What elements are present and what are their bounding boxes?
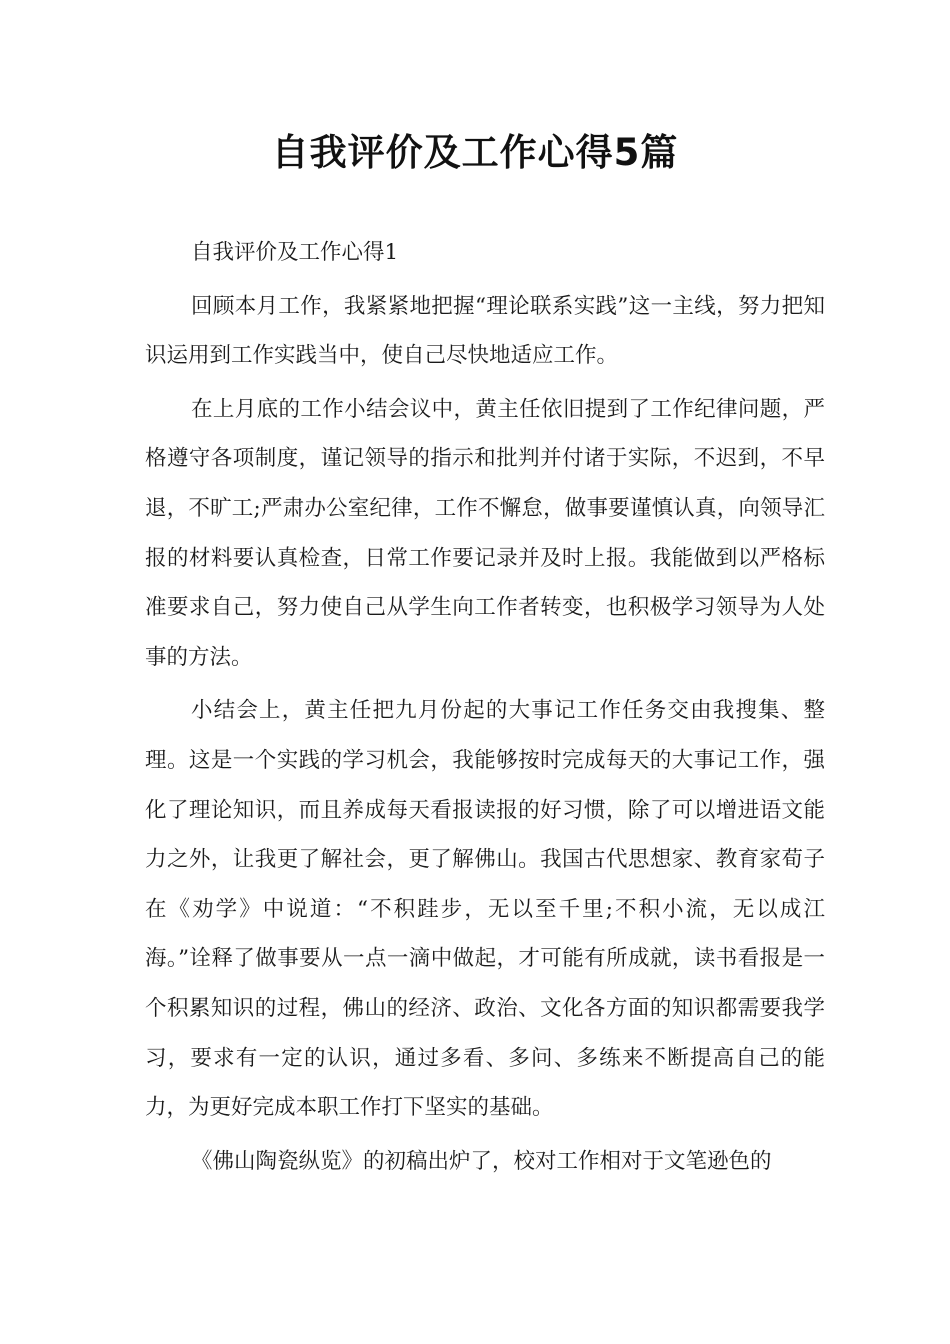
paragraph-3: 小结会上，黄主任把九月份起的大事记工作任务交由我搜集、整理。这是一个实践的学习机会，我能够按时完成每天的大事记工作，强化了理论知识，而且养成每天看报读报的好习惯，除了可以增进语文能力之外，让我更了解社会，更了解佛山。我国古代思想家、教育家荀子在《劝学》中说道：“不积跬步，无以至千里;不积小流，无以成江海。”诠释了做事要从一点一滴中做起，才可能有所成就，读书看报是一个积累知识的过程，佛山的经济、政治、文化各方面的知识都需要我学习，要求有一定的认识，通过多看、多问、多练来不断提高自己的能力，为更好完成本职工作打下坚实的基础。 <box>145 698 825 1121</box>
paragraph-2: 在上月底的工作小结会议中，黄主任依旧提到了工作纪律问题，严格遵守各项制度，谨记领导的指示和批判并付诸于实际，不迟到，不早退，不旷工;严肃办公室纪律，工作不懈怠，做事要谨慎认真，向领导汇报的材料要认真检查，日常工作要记录并及时上报。我能做到以严格标准要求自己，努力使自己从学生向工作者转变，也积极学习领导为人处事的方法。 <box>145 396 825 670</box>
document-body <box>145 228 825 1186</box>
paragraph-4: 《佛山陶瓷纵览》的初稿出炉了，校对工作相对于文笔逊色的 <box>191 1148 772 1174</box>
document-title: 自我评价及工作心得5篇 <box>271 131 679 174</box>
section-heading: 自我评价及工作心得1 <box>191 240 399 265</box>
paragraph-1: 回顾本月工作，我紧紧地把握“理论联系实践”这一主线，努力把知识运用到工作实践当中，使自己尽快地适应工作。 <box>145 293 825 369</box>
